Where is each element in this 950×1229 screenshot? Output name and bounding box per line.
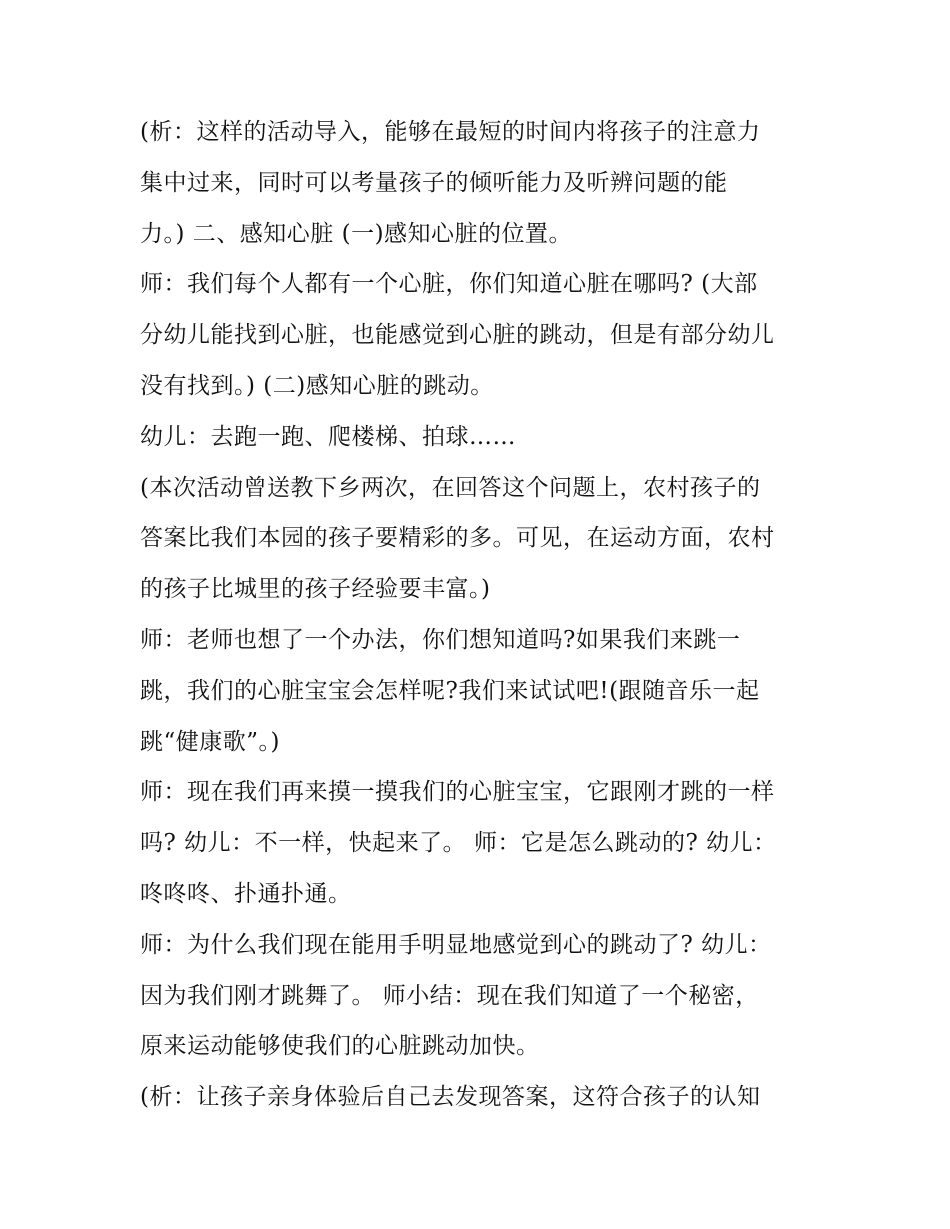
text-line: 力。) 二、感知心脏 (一)感知心脏的位置。	[140, 220, 573, 247]
text-line: 集中过来，同时可以考量孩子的倾听能力及听辨问题的能	[140, 169, 728, 196]
text-line: 原来运动能够使我们的心脏跳动加快。	[140, 1033, 540, 1060]
text-line: (本次活动曾送教下乡两次，在回答这个问题上，农村孩子的	[140, 474, 761, 501]
text-line: 分幼儿能找到心脏，也能感觉到心脏的跳动，但是有部分幼儿	[140, 322, 775, 349]
text-line: 师：我们每个人都有一个心脏，你们知道心脏在哪吗? (大部	[140, 271, 758, 298]
text-line: 师：老师也想了一个办法，你们想知道吗?如果我们来跳一	[140, 626, 741, 653]
text-line: 吗? 幼儿：不一样，快起来了。 师：它是怎么跳动的? 幼儿：	[140, 830, 777, 857]
text-line: 跳“健康歌”。)	[140, 728, 280, 755]
text-line: 没有找到。) (二)感知心脏的跳动。	[140, 372, 494, 399]
text-line: (析：这样的活动导入，能够在最短的时间内将孩子的注意力	[140, 119, 761, 145]
text-line: 跳，我们的心脏宝宝会怎样呢?我们来试试吧!(跟随音乐一起	[140, 677, 760, 704]
text-line: 咚咚咚、扑通扑通。	[140, 880, 352, 907]
text-line: 幼儿：去跑一跑、爬楼梯、拍球……	[140, 423, 516, 450]
text-line: 的孩子比城里的孩子经验要丰富。)	[140, 576, 491, 603]
text-line: 答案比我们本园的孩子要精彩的多。可见，在运动方面，农村	[140, 525, 775, 552]
text-line: 师：为什么我们现在能用手明显地感觉到心的跳动了? 幼儿：	[140, 931, 772, 958]
text-line: 因为我们刚才跳舞了。 师小结：现在我们知道了一个秘密，	[140, 982, 759, 1009]
body-text	[140, 107, 830, 1123]
text-line: (析：让孩子亲身体验后自己去发现答案，这符合孩子的认知	[140, 1084, 761, 1111]
text-line: 师：现在我们再来摸一摸我们的心脏宝宝，它跟刚才跳的一样	[140, 779, 775, 806]
